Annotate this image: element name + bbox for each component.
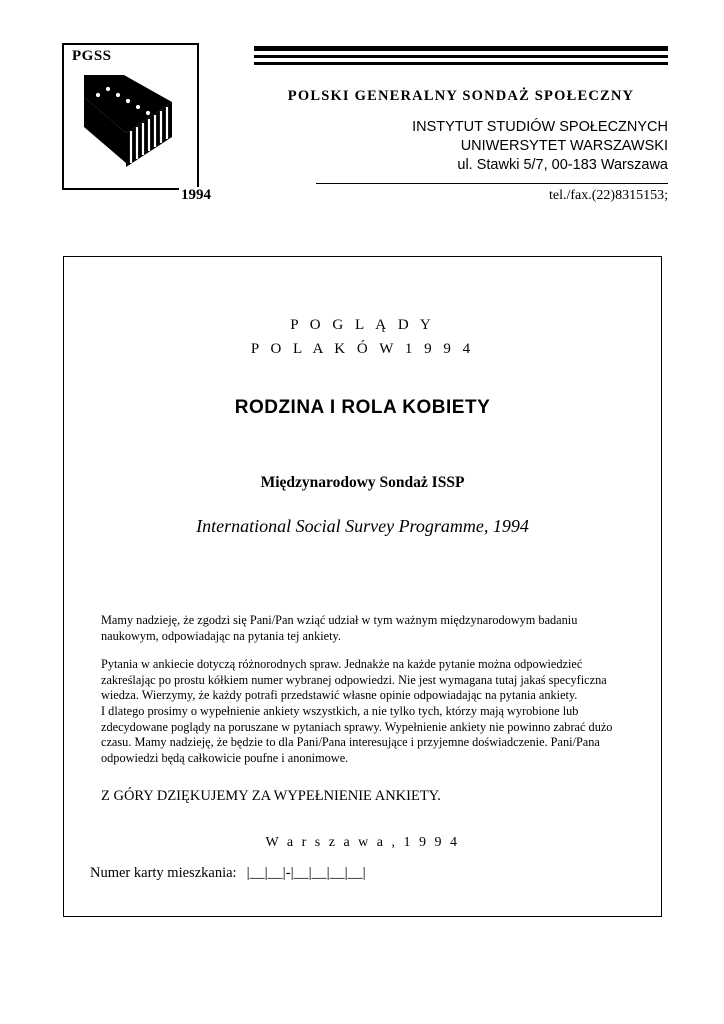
card-number-label: Numer karty mieszkania: bbox=[90, 865, 237, 881]
pgss-logo bbox=[62, 43, 211, 203]
pgss-logo-graphic bbox=[64, 45, 197, 188]
intro-text bbox=[101, 613, 617, 766]
card-number-boxes[interactable]: |__|__|-|__|__|__|__| bbox=[246, 865, 366, 881]
place-date: W a r s z a w a , 1 9 9 4 bbox=[265, 835, 460, 851]
intro-paragraph-2: Pytania w ankiecie dotyczą różnorodnych spraw. Jednakże na każde pytanie można odpowiedzieć zakreślając po prostu kółkiem numer wybranej odpowiedzi. Nie jest wymagana tutaj jakaś specyficzna wiedza. Wierzymy, że każdy potrafi przedstawić własne opinie odpowiadając na pytania ankiety. bbox=[101, 657, 607, 703]
institute-phone: tel./fax.(22)8315153; bbox=[549, 188, 668, 203]
subtitle-pl: Międzynarodowy Sondaż ISSP bbox=[260, 474, 465, 491]
institute-block bbox=[254, 118, 668, 175]
eyebrow-line-2: P O L A K Ó W 1 9 9 4 bbox=[250, 341, 475, 357]
eyebrow-heading bbox=[64, 313, 661, 361]
logo-label: PGSS bbox=[72, 48, 112, 64]
intro-paragraph-3: I dlatego prosimy o wypełnienie ankiety wszystkich, a nie tylko tych, którzy mają wyrobione lub zdecydowane poglądy na poruszane w pytaniach sprawy. Wypełnienie ankiety nie powinno zabrać dużo czasu. Mamy nadzieję, że będzie to dla Pani/Pana interesujące i przyjemne doświadczenie. Pani/Pana odpowiedzi będą całkowicie poufne i anonimowe. bbox=[101, 703, 613, 765]
institute-address: ul. Stawki 5/7, 00-183 Warszawa bbox=[457, 157, 668, 173]
logo-year: 1994 bbox=[181, 187, 211, 203]
institute-line-2: UNIWERSYTET WARSZAWSKI bbox=[460, 138, 668, 154]
rule-thin-2 bbox=[254, 62, 668, 65]
header-rules bbox=[254, 46, 668, 69]
survey-title: POLSKI GENERALNY SONDAŻ SPOŁECZNY bbox=[287, 88, 635, 104]
rule-thin-1 bbox=[254, 55, 668, 58]
intro-paragraph-1: Mamy nadzieję, że zgodzi się Pani/Pan wziąć udział w tym ważnym międzynarodowym badaniu naukowym, odpowiadając na pytania tej ankiety. bbox=[101, 613, 578, 643]
subtitle-en: International Social Survey Programme, 1994 bbox=[196, 516, 529, 536]
eyebrow-line-1: P O G L Ą D Y bbox=[290, 317, 435, 333]
card-number-field bbox=[90, 865, 366, 882]
cover-sheet bbox=[63, 256, 662, 917]
document-header bbox=[56, 38, 668, 218]
page-title: RODZINA I ROLA KOBIETY bbox=[234, 397, 491, 418]
header-separator bbox=[316, 183, 668, 184]
institute-line-1: INSTYTUT STUDIÓW SPOŁECZNYCH bbox=[412, 119, 668, 135]
rule-thick-1 bbox=[254, 46, 668, 51]
thanks-line: Z GÓRY DZIĘKUJEMY ZA WYPEŁNIENIE ANKIETY. bbox=[101, 788, 441, 805]
